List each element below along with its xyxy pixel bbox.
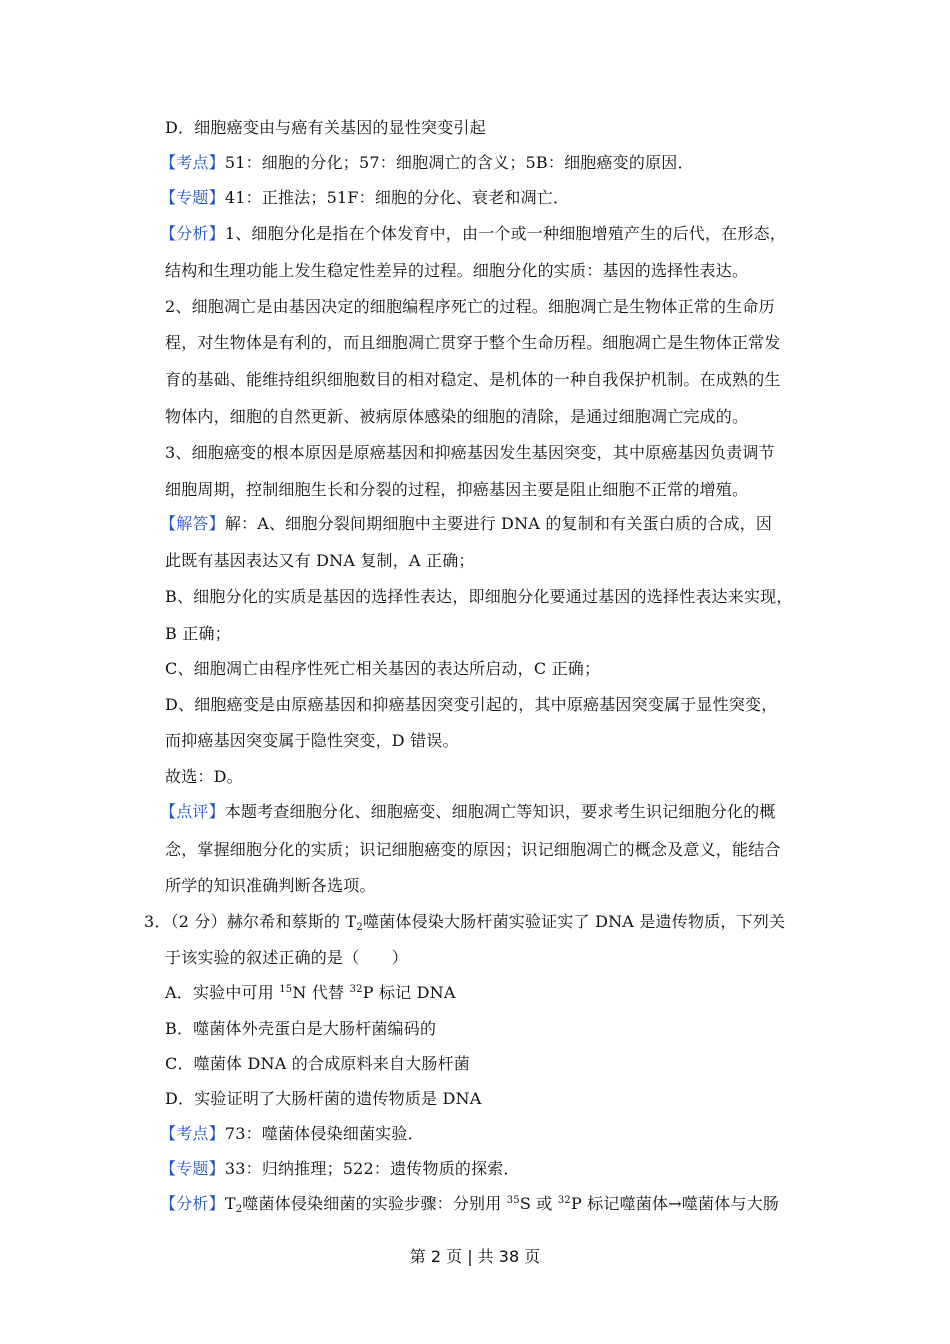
q3-number: 3． [144,912,171,931]
zhuanti-tag: 【专题】 [160,1159,225,1178]
q3-zhuanti-line [160,1159,520,1179]
q2-dianping-line-2: 念，掌握细胞分化的实质；识记细胞癌变的原因；识记细胞凋亡的概念及意义，能结合 [165,840,781,859]
q2-jieda-line-5: C、细胞凋亡由程序性死亡相关基因的表达所启动，C 正确； [165,659,601,678]
dianping-tag: 【点评】 [160,802,225,821]
q3-stem-line-1 [144,912,785,932]
q3-fenxi-sup2: 32 [557,1195,571,1206]
q2-jieda-line-3: B、细胞分化的实质是基因的选择性表达，即细胞分化要通过基因的选择性表达来实现， [165,587,793,606]
q2-jieda-line-6: D、细胞癌变是由原癌基因和抑癌基因突变引起的，其中原癌基因突变属于显性突变， [165,695,778,714]
fenxi-tag: 【分析】 [160,224,225,243]
q3-opt-a-1: A．实验中可用 [165,983,280,1002]
q3-opt-a-2: N 代替 [292,983,350,1002]
q2-dianping-text-1: 本题考查细胞分化、细胞癌变、细胞凋亡等知识，要求考生识记细胞分化的概 [224,802,776,821]
q2-zhuanti-text: 41：正推法；51F：细胞的分化、衰老和凋亡． [224,188,570,207]
q2-fenxi-line-5: 育的基础、能维持组织细胞数目的相对稳定、是机体的一种自我保护机制。在成熟的生 [165,370,781,389]
q2-dianping-line-1 [160,802,776,822]
q3-stem-sub: 2 [356,922,363,933]
zhuanti-tag: 【专题】 [160,188,225,207]
q3-fenxi-sub: 2 [235,1204,243,1215]
q2-option-d: D．细胞癌变由与癌有关基因的显性突变引起 [165,118,486,137]
q2-jieda-text-1: 解：A、细胞分裂间期细胞中主要进行 DNA 的复制和有关蛋白质的合成，因 [224,514,773,533]
q3-option-a [165,983,456,1003]
q3-fenxi-b: 噬菌体侵染细菌的实验步骤：分别用 [242,1194,507,1213]
q3-opt-a-sup1: 15 [279,984,293,995]
q2-fenxi-line-1 [160,224,786,244]
q3-fenxi-a: T [224,1194,236,1213]
page-footer: 第 2 页 | 共 38 页 [409,1247,541,1266]
q2-zhuanti-line [160,188,569,208]
q2-fenxi-line-8: 细胞周期，控制细胞生长和分裂的过程，抑癌基因主要是阻止细胞不正常的增殖。 [165,480,749,499]
q3-fenxi-d: P 标记噬菌体→噬菌体与大肠 [570,1194,779,1213]
q3-stem-a: （2 分）赫尔希和蔡斯的 T [170,912,357,931]
q3-option-b: B．噬菌体外壳蛋白是大肠杆菌编码的 [165,1019,437,1038]
q2-dianping-line-3: 所学的知识准确判断各选项。 [165,876,376,895]
q2-fenxi-text-1: 1、细胞分化是指在个体发育中，由一个或一种细胞增殖产生的后代，在形态， [224,224,786,243]
q3-option-d: D．实验证明了大肠杆菌的遗传物质是 DNA [165,1089,482,1108]
q3-kaodian-line [160,1124,424,1144]
kaodian-tag: 【考点】 [160,153,225,172]
q2-kaodian-line [160,153,694,173]
q2-fenxi-line-2: 结构和生理功能上发生稳定性差异的过程。细胞分化的实质：基因的选择性表达。 [165,261,749,280]
q3-fenxi-sup1: 35 [506,1195,520,1206]
q3-fenxi-line [160,1194,779,1214]
q3-kaodian-text: 73：噬菌体侵染细菌实验． [224,1124,424,1143]
q2-fenxi-line-6: 物体内，细胞的自然更新、被病原体感染的细胞的清除，是通过细胞凋亡完成的。 [165,407,749,426]
q2-jieda-line-7: 而抑癌基因突变属于隐性突变，D 错误。 [165,731,459,750]
q3-option-c: C．噬菌体 DNA 的合成原料来自大肠杆菌 [165,1054,470,1073]
fenxi-tag: 【分析】 [160,1194,225,1213]
q3-stem-b: 噬菌体侵染大肠杆菌实验证实了 DNA 是遗传物质，下列关 [362,912,786,931]
q3-stem-line-2: 于该实验的叙述正确的是（ ） [165,948,409,967]
q2-fenxi-line-4: 程，对生物体是有利的，而且细胞凋亡贯穿于整个生命历程。细胞凋亡是生物体正常发 [165,333,781,352]
q3-opt-a-sup2: 32 [349,984,363,995]
q2-jieda-line-4: B 正确； [165,624,231,643]
q2-jieda-line-8: 故选：D。 [165,767,243,786]
q2-kaodian-text: 51：细胞的分化；57：细胞凋亡的含义；5B：细胞癌变的原因． [224,153,694,172]
q2-fenxi-line-7: 3、细胞癌变的根本原因是原癌基因和抑癌基因发生基因突变，其中原癌基因负责调节 [165,443,775,462]
q2-fenxi-line-3: 2、细胞凋亡是由基因决定的细胞编程序死亡的过程。细胞凋亡是生物体正常的生命历 [165,297,775,316]
q3-opt-a-3: P 标记 DNA [362,983,456,1002]
q3-fenxi-c: S 或 [519,1194,558,1213]
q2-jieda-line-2: 此既有基因表达又有 DNA 复制，A 正确； [165,551,475,570]
kaodian-tag: 【考点】 [160,1124,225,1143]
jieda-tag: 【解答】 [160,514,225,533]
q3-zhuanti-text: 33：归纳推理；522：遗传物质的探索． [224,1159,520,1178]
q2-jieda-line-1 [160,514,772,534]
